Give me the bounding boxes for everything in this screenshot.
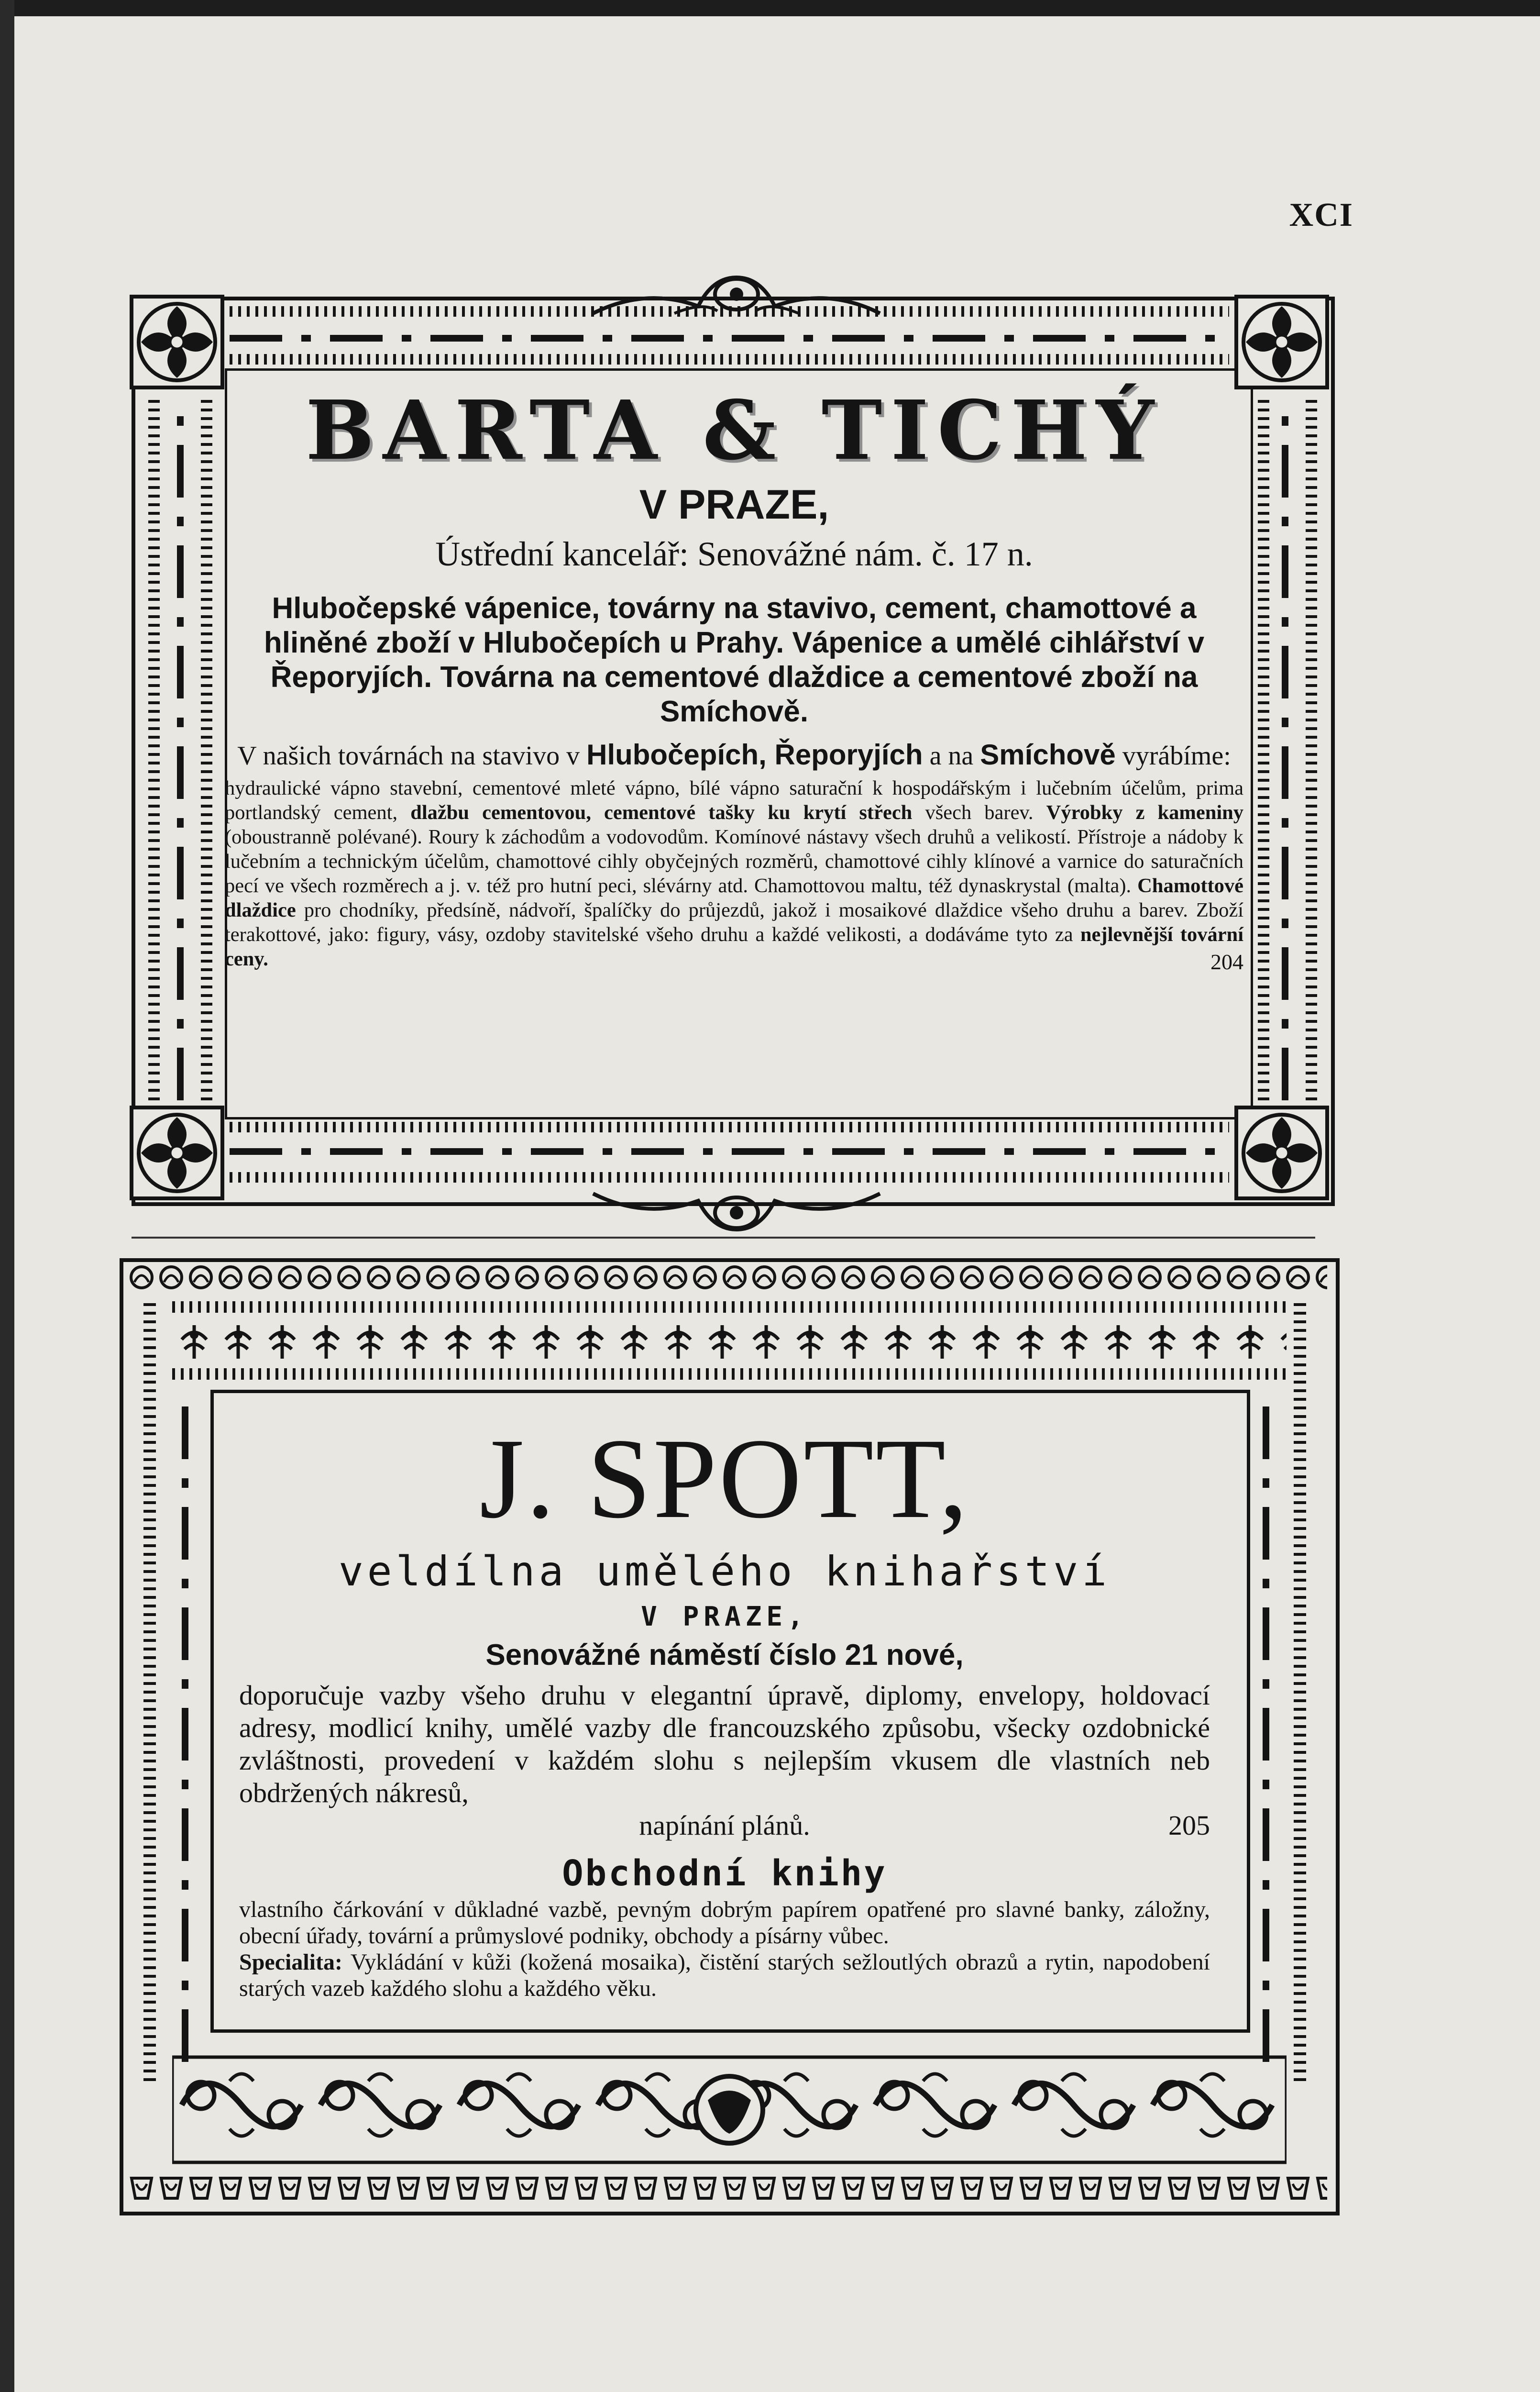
page-number: XCI — [1289, 197, 1353, 233]
ad1-content — [225, 383, 1243, 974]
corner-rosette-bottom-left-icon — [129, 1105, 225, 1201]
ad1-right-dash-rule — [1282, 397, 1288, 1100]
ad1-bottom-hatch-inner — [230, 1122, 1229, 1132]
ad2-left-dash-rule — [182, 1387, 188, 2062]
ad2-city: V PRAZE, — [641, 1601, 808, 1632]
ad2-content — [239, 1416, 1210, 2002]
ad1-top-dash-rule — [230, 335, 1229, 342]
ad2-business-books-text: vlastního čárkování v důkladné vazbě, pevným dobrým papírem opatřené pro slavné banky, záložny, obecní úřady, tovární a průmyslové podniky, obchody a písárny vůbec. — [239, 1897, 1210, 1949]
ad1-intro-smichov: Smíchově — [980, 739, 1116, 771]
ad1-top-hatch — [230, 306, 1229, 317]
ad1-body-bold: Výrobky z kameniny — [1046, 801, 1244, 824]
ad2-reference-number: 205 — [1168, 1810, 1210, 1841]
page-left-edge — [0, 0, 14, 2392]
ad1-right-hatch — [1306, 397, 1317, 1100]
ad1-right-hatch-inner — [1258, 397, 1269, 1100]
ad1-body-bold: nejlevnější tovární ceny. — [225, 923, 1244, 970]
ad1-left-hatch-inner — [201, 397, 212, 1100]
ad1-body-bold: Chamottové dlaždice — [225, 875, 1244, 921]
section-separator-rule — [132, 1237, 1315, 1239]
ad1-bottom-hatch — [230, 1172, 1229, 1183]
ad1-bottom-dash-rule — [230, 1148, 1229, 1155]
ad2-right-hatch — [1294, 1301, 1306, 2081]
ad2-top-scallop-border — [127, 1263, 1327, 1292]
ad2-top-hatch-inner — [172, 1368, 1287, 1380]
ad2-services-paragraph: doporučuje vazby všeho druhu v elegantní úpravě, diplomy, envelopy, holdovací adresy, modlicí knihy, umělé vazby dle francouzského způsobu, všecky ozdobnické zvláštnosti, provedení v každém slohu s nejlepším vkusem dle vlastních neb obdržených nákresů, — [239, 1680, 1210, 1808]
ad2-bottom-scallop-border — [127, 2174, 1327, 2203]
ad1-intro-text: V našich továrnách na stavivo v — [237, 741, 580, 771]
ad2-top-hatch — [172, 1301, 1287, 1313]
ad2-business-books-heading: Obchodní knihy — [562, 1853, 887, 1894]
ad1-reference-number: 204 — [1210, 950, 1243, 974]
ad1-body-part: hydraulické vápno stavební, cementové mleté vápno, bílé vápno saturační k hospodářským i lučebním účelům, prima portlandský cement, — [225, 777, 1243, 824]
ad1-body-bold: dlažbu cementovou, cementové tašky ku krytí střech — [410, 801, 913, 824]
ad2-scroll-ornament — [172, 2052, 1287, 2167]
ad1-left-hatch — [148, 397, 160, 1100]
ad2-specialty-label: Specialita: — [239, 1949, 342, 1975]
corner-rosette-top-left-icon — [129, 294, 225, 390]
ad2-specialty — [239, 1949, 1210, 2002]
ad1-company-name: BARTA & TICHÝ — [305, 383, 1163, 478]
ad1-body-part: pro chodníky, předsíně, nádvoří, špalíčky do průjezdů, jakož i mosaikové dlaždice všeho druhu a barev. Zboží terakottové, jako: figury, vásy, ozdoby stavitelské všeho druhu a každé velikosti, a dodáváme tyto za — [225, 899, 1243, 946]
page-top-edge — [0, 0, 1540, 16]
ad2-specialty-text: Vykládání v kůži (kožená mosaika), čistění starých sežloutlých obrazů a rytin, napodobení starých vazeb každého slohu a každého věku. — [239, 1949, 1210, 2001]
ad2-fleur-band — [172, 1320, 1287, 1363]
corner-rosette-top-right-icon — [1234, 294, 1330, 390]
ad1-top-hatch-inner — [230, 354, 1229, 365]
ad2-services-end: napínání plánů. — [639, 1810, 810, 1841]
ad1-product-list — [225, 776, 1244, 974]
ad2-trade-description: veldílna umělého knihařství — [339, 1548, 1111, 1595]
ad2-services-end-line — [239, 1809, 1210, 1842]
ad1-intro-text-end: vyrábíme: — [1122, 741, 1231, 771]
ad1-office-address: Ústřední kancelář: Senovážné nám. č. 17 n. — [435, 535, 1033, 573]
ad1-intro-text-mid: a na — [929, 741, 974, 771]
ad1-left-dash-rule — [177, 397, 184, 1100]
ad2-company-name: J. SPOTT, — [479, 1415, 970, 1542]
ad1-body-part: všech barev. — [925, 801, 1034, 824]
ad1-lead-paragraph: Hlubočepské vápenice, továrny na stavivo, cement, chamottové a hliněné zboží v Hlubočepích u Prahy. Vápenice a umělé cihlářství v Řeporyjích. Továrna na cementové dlaždice a cementové zboží na Smíchově. — [264, 592, 1205, 728]
ad1-city: V PRAZE, — [639, 482, 829, 528]
ad1-intro — [225, 739, 1243, 772]
ad2-left-hatch — [143, 1301, 156, 2081]
ad2-right-dash-rule — [1263, 1387, 1269, 2062]
corner-rosette-bottom-right-icon — [1234, 1105, 1330, 1201]
ad1-body-part: (oboustranně polévané). Roury k záchodům a vodovodům. Komínové nástavy všech druhů a velikostí. Přístroje a nádoby k lučebním a technickým účelům, chamottové cihly obyčejných rozměrů, chamottové cihly klínové a varnice do saturačních pecí ve všech rozměrech a j. v. též pro hutní peci, slévárny atd. Chamottovou maltu, též dynaskrystal (malta). — [225, 826, 1243, 897]
ad2-address: Senovážné náměstí číslo 21 nové, — [485, 1639, 964, 1672]
ad1-intro-places: Hlubočepích, Řeporyjích — [586, 739, 923, 771]
